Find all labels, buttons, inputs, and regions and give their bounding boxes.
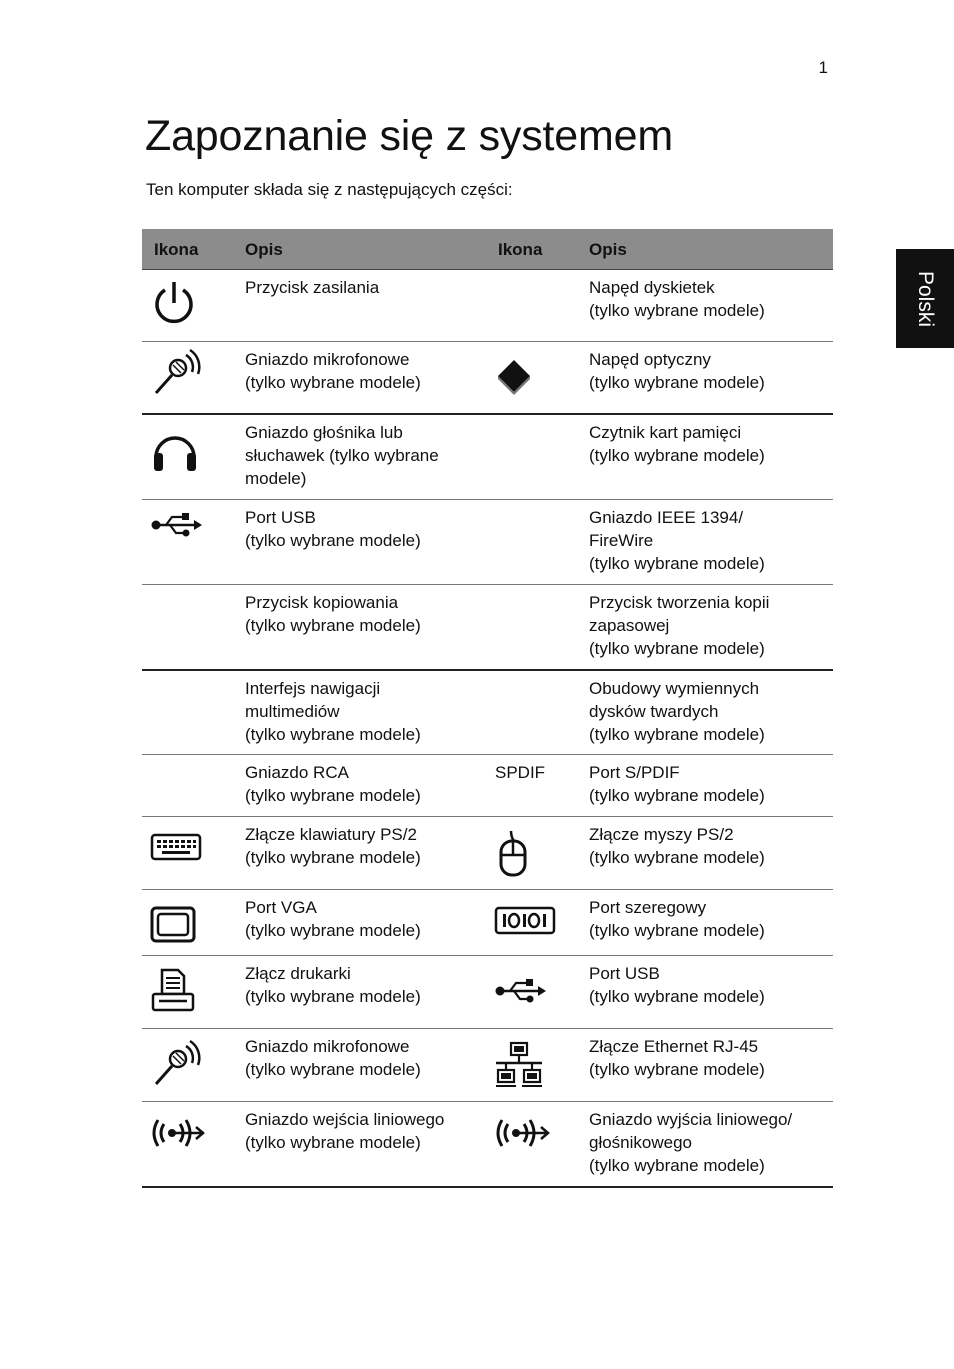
- line-out-icon: [494, 1114, 585, 1152]
- row-desc-line: Gniazdo wyjścia liniowego/: [589, 1110, 793, 1129]
- optical-drive-icon: [494, 356, 585, 396]
- row-desc-line: dysków twardych: [589, 701, 719, 721]
- row-desc-line: (tylko wybrane modele): [245, 848, 421, 867]
- row-desc-line: Złącze Ethernet RJ-45: [589, 1037, 759, 1056]
- row-desc-line: (tylko wybrane modele): [589, 301, 765, 320]
- microphone-icon: [150, 348, 241, 398]
- row-desc-line: Interfejs nawigacji: [245, 678, 381, 698]
- row-desc-line: (tylko wybrane modele): [245, 1133, 421, 1152]
- row-desc-line: (tylko wybrane modele): [589, 445, 765, 465]
- headphones-icon: [150, 427, 241, 475]
- mouse-icon: [494, 829, 585, 879]
- row-desc-line: (tylko wybrane modele): [589, 724, 765, 744]
- row-desc-line: Przycisk zasilania: [245, 278, 380, 297]
- table-row: [142, 270, 833, 342]
- table-header-row: [142, 229, 833, 270]
- row-desc-line: (tylko wybrane modele): [589, 921, 765, 940]
- row-desc-line: (tylko wybrane modele): [245, 373, 421, 392]
- table-row: [142, 890, 833, 956]
- table-row: [142, 585, 833, 670]
- table-row: [142, 1102, 833, 1187]
- row-desc-line: modele): [245, 468, 307, 488]
- row-desc-line: Obudowy wymiennych: [589, 678, 760, 698]
- language-tab: [896, 249, 954, 348]
- row-desc-line: FireWire: [589, 531, 654, 550]
- row-desc-line: Port USB: [589, 964, 660, 983]
- table-row: [142, 956, 833, 1029]
- row-desc-line: Złącz drukarki: [245, 964, 351, 983]
- header-icon-right: Ikona: [486, 229, 585, 270]
- row-desc-line: (tylko wybrane modele): [589, 1060, 765, 1079]
- row-desc-line: Port S/PDIF: [589, 763, 680, 782]
- row-desc-line: Złącze klawiatury PS/2: [245, 825, 417, 844]
- language-tab-label: Polski: [914, 270, 937, 327]
- table-row: [142, 414, 833, 500]
- power-icon: [150, 276, 241, 328]
- intro-text: Ten komputer składa się z następujących części:: [146, 180, 513, 199]
- row-desc-line: (tylko wybrane modele): [589, 554, 765, 573]
- row-desc-line: (tylko wybrane modele): [245, 616, 421, 635]
- row-desc-line: Napęd optyczny: [589, 350, 711, 369]
- table-row: [142, 755, 833, 817]
- row-desc-line: Napęd dyskietek: [589, 278, 715, 297]
- table-row: [142, 342, 833, 414]
- row-desc-line: (tylko wybrane modele): [589, 848, 765, 867]
- row-desc-line: Gniazdo wejścia liniowego: [245, 1110, 445, 1129]
- row-desc-line: (tylko wybrane modele): [245, 531, 421, 550]
- keyboard-icon: [150, 833, 241, 863]
- row-desc-line: słuchawek (tylko wybrane: [245, 445, 439, 465]
- row-desc-line: Przycisk tworzenia kopii: [589, 593, 770, 612]
- row-desc-line: Przycisk kopiowania: [245, 593, 399, 612]
- row-desc-line: (tylko wybrane modele): [589, 1156, 765, 1175]
- row-desc-line: Port VGA: [245, 898, 317, 917]
- row-desc-line: (tylko wybrane modele): [245, 724, 421, 744]
- row-desc-line: Gniazdo głośnika lub: [245, 422, 403, 442]
- row-desc-line: Gniazdo IEEE 1394/: [589, 508, 744, 527]
- row-desc-line: Czytnik kart pamięci: [589, 422, 742, 442]
- row-desc-line: Złącze myszy PS/2: [589, 825, 734, 844]
- page-title: Zapoznanie się z systemem: [145, 112, 673, 160]
- usb-icon: [150, 512, 241, 538]
- components-table: [142, 229, 833, 1188]
- spdif-label: SPDIF: [495, 763, 546, 782]
- line-in-icon: [150, 1114, 241, 1152]
- table-row: [142, 670, 833, 755]
- row-desc-line: (tylko wybrane modele): [589, 373, 765, 392]
- table-row: [142, 817, 833, 890]
- monitor-icon: [150, 906, 241, 944]
- header-icon-left: Ikona: [142, 229, 241, 270]
- row-desc-line: (tylko wybrane modele): [245, 1060, 421, 1079]
- microphone-icon: [150, 1039, 241, 1089]
- row-desc-line: Port szeregowy: [589, 898, 707, 917]
- row-desc-line: Gniazdo mikrofonowe: [245, 1037, 410, 1056]
- header-desc-right: Opis: [585, 229, 833, 270]
- header-desc-left: Opis: [241, 229, 486, 270]
- serial-port-icon: [494, 906, 585, 936]
- row-desc-line: Port USB: [245, 508, 316, 527]
- network-icon: [494, 1041, 585, 1089]
- table-row: [142, 1029, 833, 1102]
- row-desc-line: multimediów: [245, 701, 340, 721]
- table-row: [142, 500, 833, 585]
- row-desc-line: (tylko wybrane modele): [589, 987, 765, 1006]
- row-desc-line: (tylko wybrane modele): [245, 786, 421, 805]
- row-desc-line: (tylko wybrane modele): [589, 786, 765, 805]
- row-desc-line: (tylko wybrane modele): [245, 987, 421, 1006]
- row-desc-line: zapasowej: [589, 616, 670, 635]
- row-desc-line: Gniazdo RCA: [245, 763, 349, 782]
- usb-icon: [494, 978, 585, 1004]
- page-number: 1: [818, 58, 828, 77]
- row-desc-line: głośnikowego: [589, 1133, 693, 1152]
- row-desc-line: (tylko wybrane modele): [245, 921, 421, 940]
- printer-icon: [150, 968, 241, 1014]
- row-desc-line: Gniazdo mikrofonowe: [245, 350, 410, 369]
- row-desc-line: (tylko wybrane modele): [589, 639, 765, 658]
